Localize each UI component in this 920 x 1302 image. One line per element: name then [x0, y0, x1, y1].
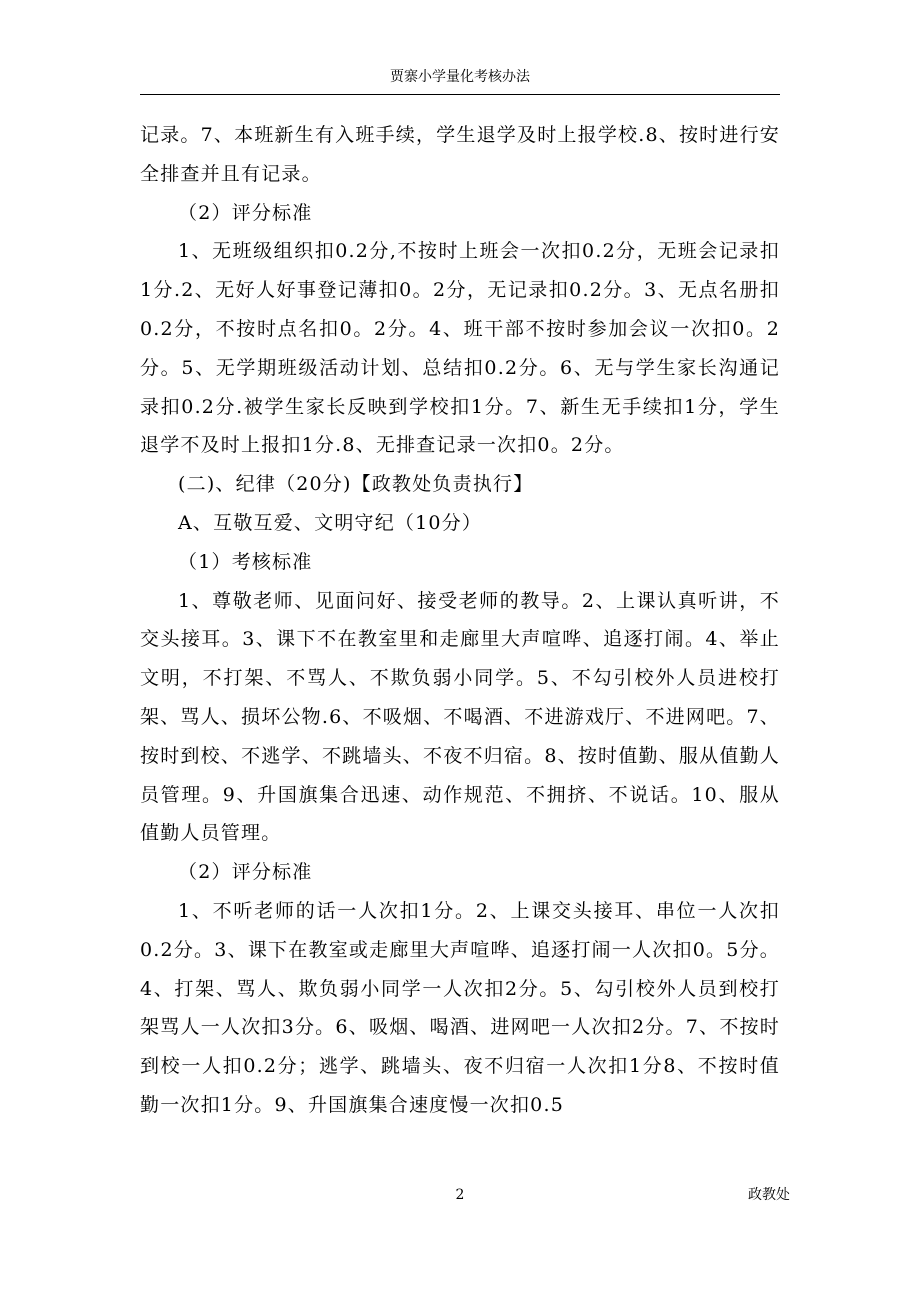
paragraph-continuation: 记录。7、本班新生有入班手续，学生退学及时上报学校.8、按时进行安全排查并且有记录。 — [140, 124, 780, 185]
subsection-a-heading: A、互敬互爱、文明守纪（10分） — [178, 511, 483, 534]
scoring-standard-heading-2: （2）评分标准 — [178, 861, 313, 884]
scoring-standard-heading-1: （2）评分标准 — [178, 201, 313, 224]
page-number: 2 — [455, 1187, 465, 1203]
scoring-standard-text-1: 1、无班级组织扣0.2分,不按时上班会一次扣0.2分，无班会记录扣1分.2、无好人好事登记薄扣0。2分，无记录扣0.2分。3、无点名册扣0.2分，不按时点名扣0。2分。4、班干部不按时参加会议一次扣0。2分。5、无学期班级活动计划、总结扣0.2分。6、无与学生家长沟通记录扣0.2分.被学生家长反映到学校扣1分。7、新生无手续扣1分，学生退学不及时上报扣1分.8、无排查记录一次扣0。2分。 — [140, 240, 780, 457]
scoring-standard-text-2: 1、不听老师的话一人次扣1分。2、上课交头接耳、串位一人次扣0.2分。3、课下在教室或走廊里大声喧哗、追逐打闹一人次扣0。5分。4、打架、骂人、欺负弱小同学一人次扣2分。5、勾引校外人员到校打架骂人一人次扣3分。6、吸烟、喝酒、进网吧一人次扣2分。7、不按时到校一人扣0.2分；逃学、跳墙头、夜不归宿一人次扣1分8、不按时值勤一次扣1分。9、升国旗集合速度慢一次扣0.5 — [140, 899, 780, 1116]
document-title: 贾寨小学量化考核办法 — [390, 69, 530, 85]
assessment-standard-text: 1、尊敬老师、见面问好、接受老师的教导。2、上课认真听讲，不交头接耳。3、课下不在教室里和走廊里大声喧哗、追逐打闹。4、举止文明，不打架、不骂人、不欺负弱小同学。5、不勾引校外人员进校打架、骂人、损坏公物.6、不吸烟、不喝酒、不进游戏厅、不进网吧。7、按时到校、不逃学、不跳墙头、不夜不归宿。8、按时值勤、服从值勤人员管理。9、升国旗集合迅速、动作规范、不拥挤、不说话。10、服从值勤人员管理。 — [140, 589, 780, 845]
discipline-section-heading: (二)、纪律（20分)【政教处负责执行】 — [178, 473, 534, 496]
page-header — [140, 60, 780, 95]
page-footer — [140, 1180, 790, 1210]
department-label: 政教处 — [748, 1187, 790, 1203]
assessment-standard-heading: （1）考核标准 — [178, 550, 313, 573]
document-body — [140, 116, 780, 1125]
